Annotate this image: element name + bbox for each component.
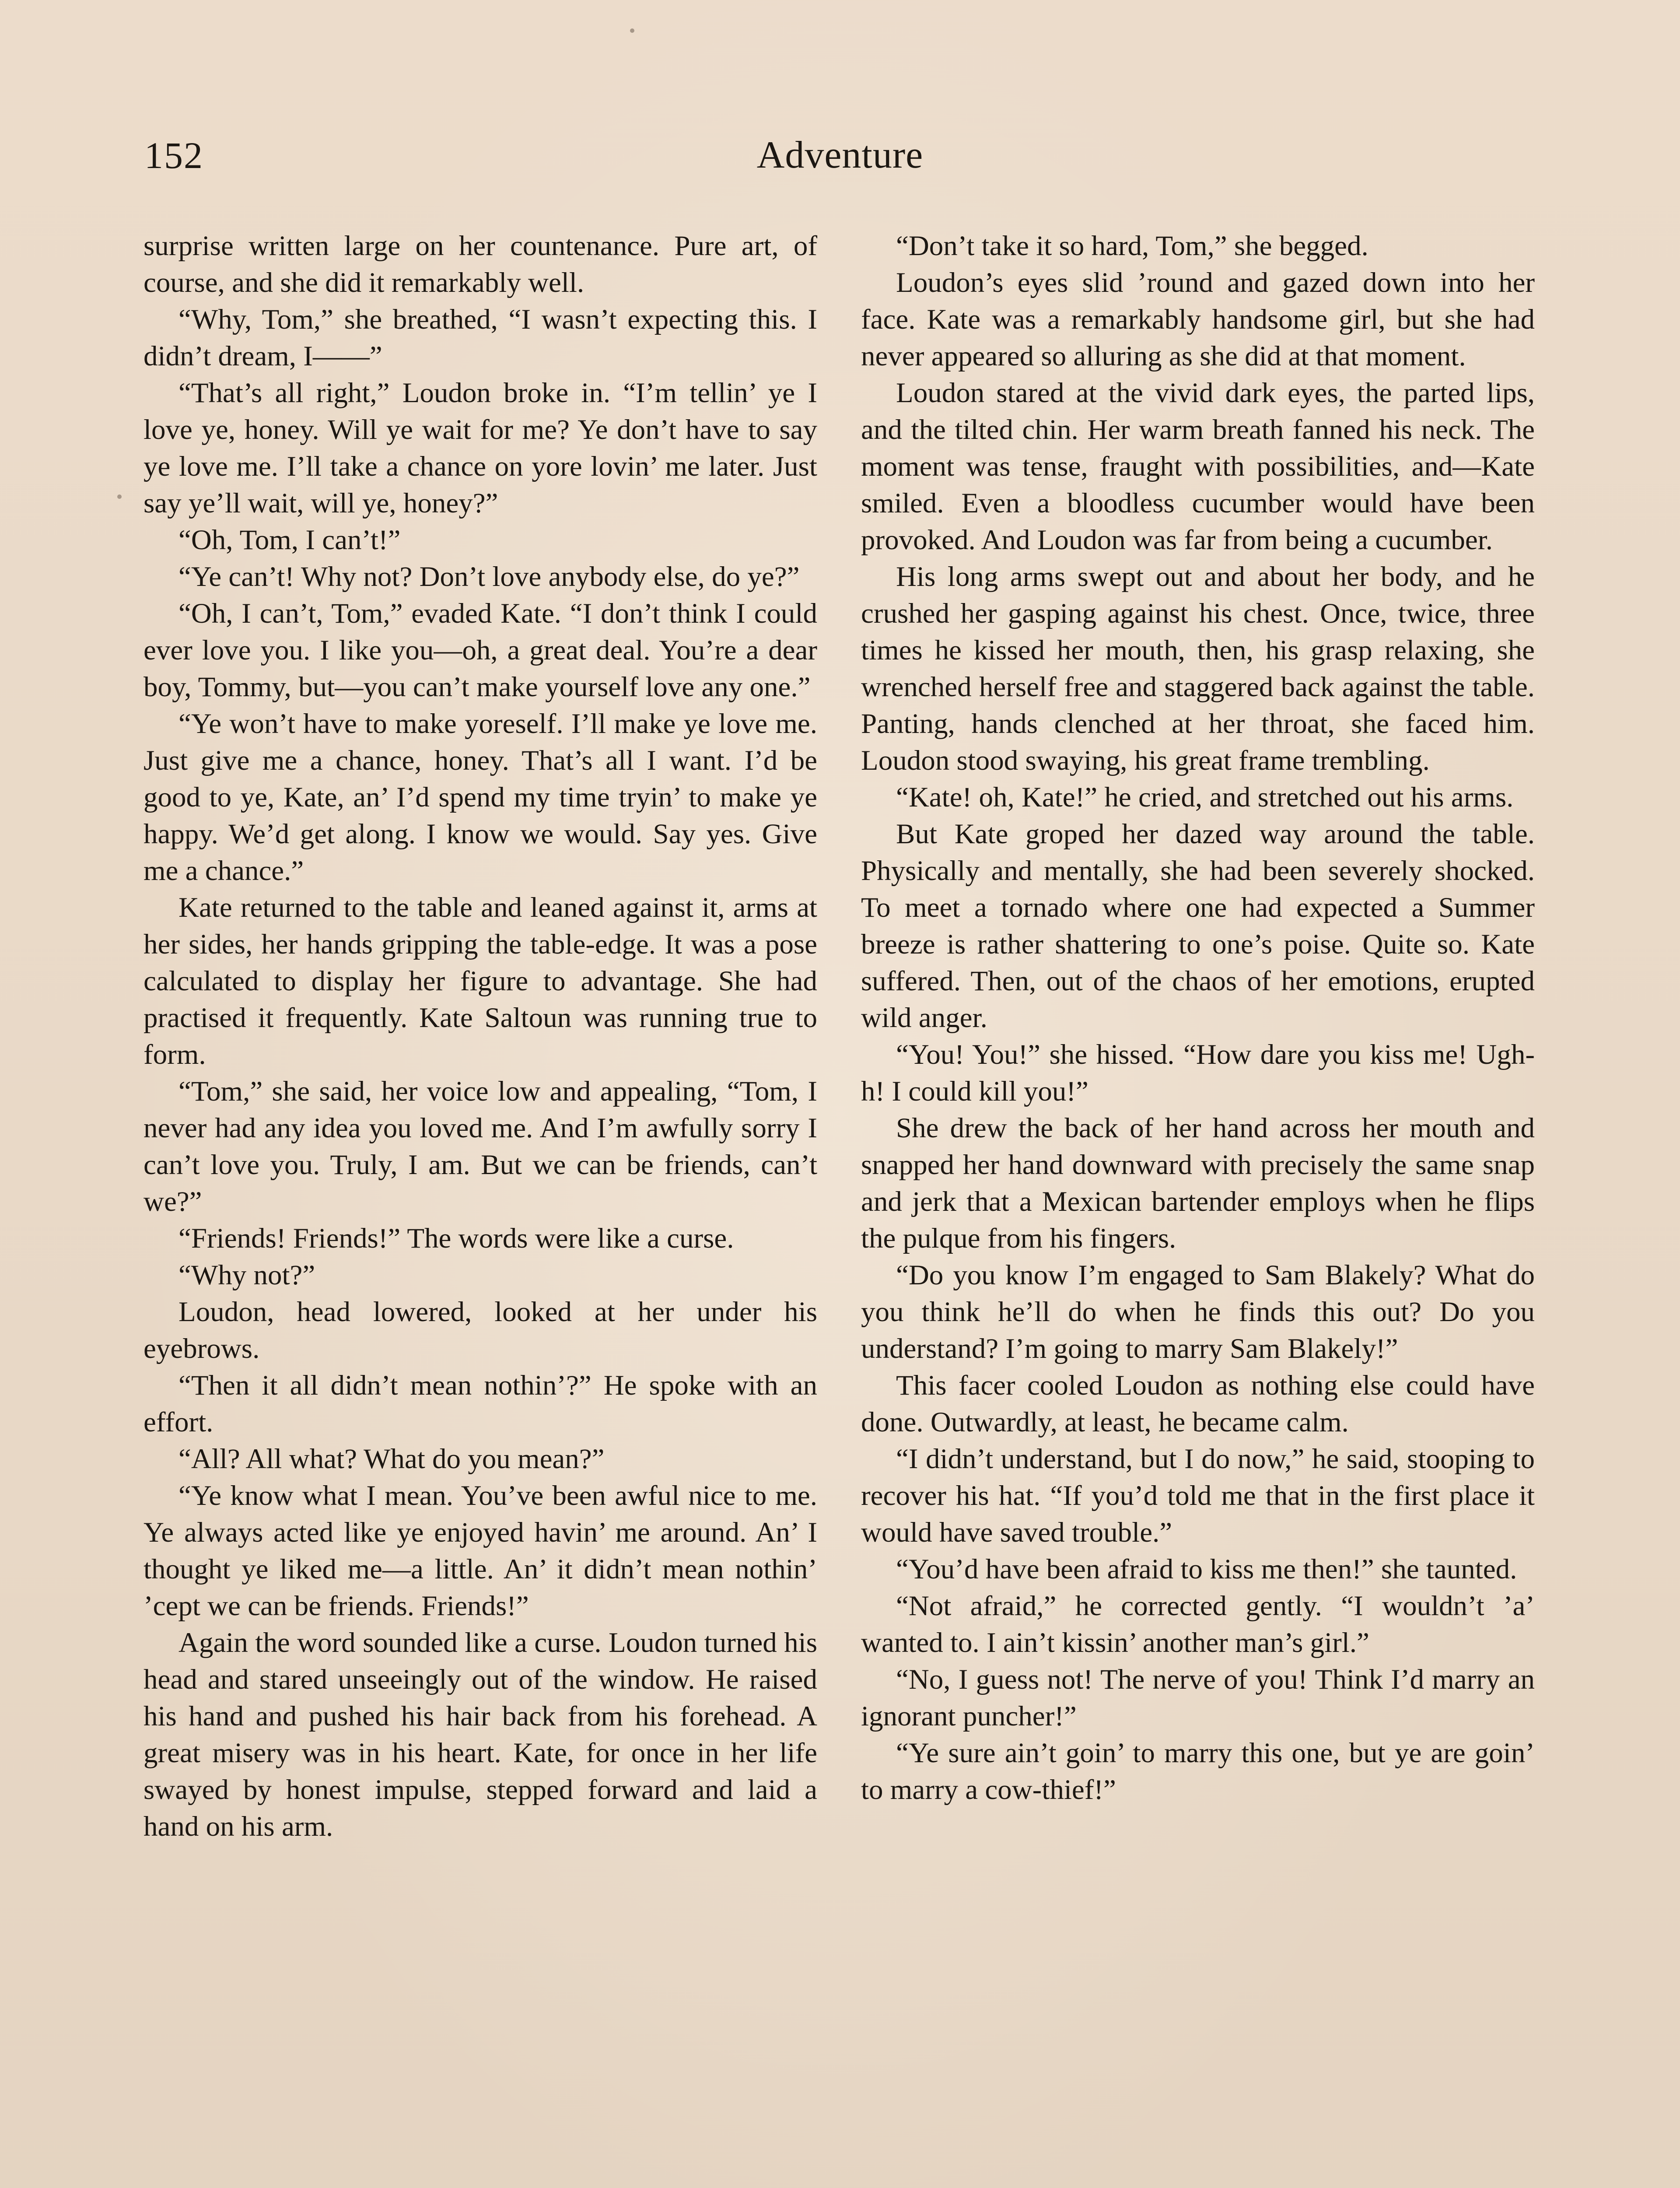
- paragraph: She drew the back of her hand across her mouth and snapped her hand downward with precisely the same snap and jerk that a Mexican bartender employs when he flips the pulque from his fingers.: [861, 1112, 1535, 1254]
- right-text-column: [861, 228, 1535, 1808]
- paragraph: “I didn’t understand, but I do now,” he said, stooping to recover his hat. “If you’d told me that in the first place it would have saved trouble.”: [861, 1443, 1535, 1548]
- paragraph: surprise written large on her countenance. Pure art, of course, and she did it remarkably well.: [144, 230, 817, 298]
- paragraph: “Not afraid,” he corrected gently. “I wouldn’t ’a’ wanted to. I ain’t kissin’ another man’s girl.”: [861, 1590, 1535, 1659]
- running-title: Adventure: [756, 134, 924, 176]
- paragraph: “Friends! Friends!” The words were like a curse.: [178, 1223, 734, 1254]
- paragraph: “Ye sure ain’t goin’ to marry this one, but ye are goin’ to marry a cow-thief!”: [861, 1737, 1535, 1806]
- paragraph: Kate returned to the table and leaned against it, arms at her sides, her hands gripping the table-edge. It was a pose calculated to display her figure to advantage. She had practised it frequently. Kate Saltoun was running true to form.: [144, 892, 817, 1070]
- paragraph: His long arms swept out and about her body, and he crushed her gasping against his chest. Once, twice, three times he kissed her mouth, then, his grasp relaxing, she wrenched herself free and staggered back against the table. Panting, hands clenched at her throat, she faced him. Loudon stood swaying, his great frame trembling.: [861, 561, 1535, 776]
- paragraph: “That’s all right,” Loudon broke in. “I’m tellin’ ye I love ye, honey. Will ye wait for me? Ye don’t have to say ye love me. I’ll take a chance on yore lovin’ me later. Just say ye’ll wait, will ye, honey?”: [144, 377, 817, 519]
- paragraph: “Tom,” she said, her voice low and appealing, “Tom, I never had any idea you loved me. And I’m awfully sorry I can’t love you. Truly, I am. But we can be friends, can’t we?”: [144, 1076, 817, 1217]
- paragraph: “You! You!” she hissed. “How dare you kiss me! Ugh-h! I could kill you!”: [861, 1039, 1535, 1107]
- paragraph: “Ye won’t have to make yoreself. I’ll make ye love me. Just give me a chance, honey. That’s all I want. I’d be good to ye, Kate, an’ I’d spend my time tryin’ to make ye happy. We’d get along. I know we would. Say yes. Give me a chance.”: [144, 708, 817, 887]
- page-header: [144, 127, 1536, 184]
- paragraph: “Ye can’t! Why not? Don’t love anybody else, do ye?”: [178, 561, 800, 593]
- paragraph: “Kate! oh, Kate!” he cried, and stretched out his arms.: [896, 782, 1514, 813]
- paragraph: “Don’t take it so hard, Tom,” she begged.: [896, 230, 1368, 262]
- paragraph: “Ye know what I mean. You’ve been awful nice to me. Ye always acted like ye enjoyed havin’ me around. An’ I thought ye liked me—a little. An’ it didn’t mean nothin’ ’cept we can be friends. Friends!”: [144, 1480, 817, 1622]
- paragraph: “Why not?”: [178, 1259, 315, 1291]
- paragraph: “Then it all didn’t mean nothin’?” He spoke with an effort.: [144, 1370, 817, 1438]
- paragraph: This facer cooled Loudon as nothing else could have done. Outwardly, at least, he became calm.: [861, 1370, 1535, 1438]
- paragraph: Loudon, head lowered, looked at her under his eyebrows.: [144, 1296, 817, 1364]
- paragraph: “No, I guess not! The nerve of you! Think I’d marry an ignorant puncher!”: [861, 1664, 1535, 1732]
- page-number: 152: [144, 134, 203, 176]
- paragraph: Loudon’s eyes slid ’round and gazed down into her face. Kate was a remarkably handsome girl, but she had never appeared so alluring as she did at that moment.: [861, 267, 1535, 372]
- paragraph: “You’d have been afraid to kiss me then!” she taunted.: [896, 1553, 1517, 1585]
- paragraph: “All? All what? What do you mean?”: [178, 1443, 605, 1475]
- paper-speck: [630, 28, 634, 33]
- paragraph: “Do you know I’m engaged to Sam Blakely? What do you think he’ll do when he finds this out? Do you understand? I’m going to marry Sam Blakely!”: [861, 1259, 1535, 1364]
- paper-speck: [117, 494, 122, 499]
- paragraph: But Kate groped her dazed way around the table. Physically and mentally, she had been severely shocked. To meet a tornado where one had expected a Summer breeze is rather shattering to one’s poise. Quite so. Kate suffered. Then, out of the chaos of her emotions, erupted wild anger.: [861, 818, 1535, 1034]
- left-text-column: [144, 228, 817, 1845]
- paragraph: Loudon stared at the vivid dark eyes, the parted lips, and the tilted chin. Her warm breath fanned his neck. The moment was tense, fraught with possibilities, and—Kate smiled. Even a bloodless cucumber would have been provoked. And Loudon was far from being a cucumber.: [861, 377, 1535, 556]
- paragraph: “Oh, I can’t, Tom,” evaded Kate. “I don’t think I could ever love you. I like you—oh, a great deal. You’re a dear boy, Tommy, but—you can’t make yourself love any one.”: [144, 598, 817, 703]
- paragraph: “Oh, Tom, I can’t!”: [178, 524, 401, 556]
- paragraph: Again the word sounded like a curse. Loudon turned his head and stared unseeingly out of the window. He raised his hand and pushed his hair back from his forehead. A great misery was in his heart. Kate, for once in her life swayed by honest impulse, stepped forward and laid a hand on his arm.: [144, 1627, 817, 1842]
- paragraph: “Why, Tom,” she breathed, “I wasn’t expecting this. I didn’t dream, I——”: [144, 304, 817, 372]
